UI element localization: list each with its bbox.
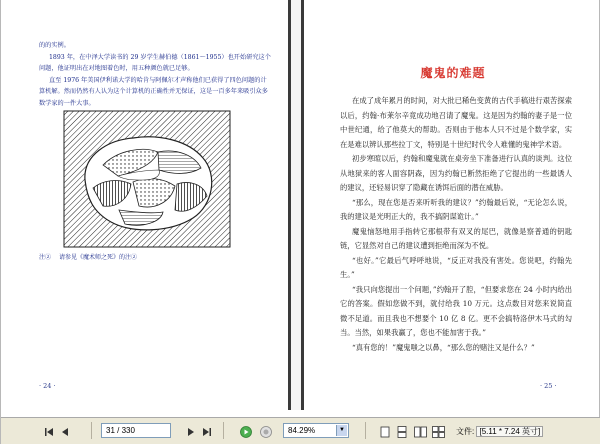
play-icon xyxy=(240,426,252,438)
two-page-continuous-button[interactable] xyxy=(431,425,445,438)
right-paragraph: “真有您的！”魔鬼嗤之以鼻，“那么您的赌注又是什么？” xyxy=(352,342,535,352)
next-arrow-icon xyxy=(186,427,196,437)
file-info xyxy=(456,426,543,437)
left-page-number: · 24 · xyxy=(39,382,56,390)
zoom-select[interactable] xyxy=(283,423,349,438)
play-button[interactable] xyxy=(239,425,253,438)
continuous-view-button[interactable] xyxy=(395,425,409,438)
first-page-button[interactable] xyxy=(43,425,55,438)
stop-button[interactable] xyxy=(259,425,273,438)
two-page-continuous-icon xyxy=(432,426,445,438)
right-page-text xyxy=(340,94,572,355)
last-page-button[interactable] xyxy=(201,425,213,438)
left-line-1: 的的实例。 xyxy=(39,42,70,49)
right-page-number: · 25 · xyxy=(540,382,557,390)
map-figure xyxy=(63,110,231,248)
caption-label: 注② xyxy=(39,254,52,261)
previous-arrow-icon xyxy=(60,427,70,437)
two-page-icon xyxy=(414,426,427,438)
right-paragraph: 在成了成年累月的时间，对大批已稀色变黄的古代手稿进行艰苦探索以后，约翰·布莱尔辛竟成功地召请了魔鬼。这是因为约翰的妻子是一位中世纪通，给了他莫大的帮助。否则由于他本人只不过是个数学家，实在是难以辨认那些拉丁文，特别是十世纪时代令人难懂的鬼神学术语。 xyxy=(340,96,572,149)
single-page-icon xyxy=(380,426,390,438)
next-page-button[interactable] xyxy=(185,425,197,438)
right-paragraph: “我只向您提出一个问题，”约翰开了腔，“但要求您在 24 小时内给出它的答案。假如您做不到，就付给我 10 万元。这点数目对您来说简直微不足道。而且我也不想要个 10 亿 8 亿。更不会搞特洛伊木马式的勾当。当然，如果我赢了，您也不能加害于我。” xyxy=(340,284,572,337)
right-paragraph: 魔鬼恼怒地用手指转它那根带有双叉的尾巴，就像是察普通的钥匙链，它显然对自己的建议遭到拒绝而深为不悦。 xyxy=(340,226,572,250)
status-bar xyxy=(1,417,600,444)
left-page-text xyxy=(39,40,271,109)
page-gutter xyxy=(291,0,301,410)
stop-icon xyxy=(260,426,272,438)
separator xyxy=(223,422,224,439)
two-page-view-button[interactable] xyxy=(413,425,427,438)
previous-page-button[interactable] xyxy=(59,425,71,438)
zoom-value: 84.29% xyxy=(288,426,316,435)
first-page-icon xyxy=(44,427,54,437)
right-page xyxy=(301,0,599,410)
continuous-page-icon xyxy=(396,426,408,438)
figure-caption xyxy=(39,252,269,261)
single-page-view-button[interactable] xyxy=(379,425,391,438)
left-page xyxy=(3,0,291,410)
file-size: [5.11 * 7.24 英寸] xyxy=(476,426,543,437)
chapter-title: 魔鬼的难题 xyxy=(420,66,486,80)
right-paragraph: “那么，现在您是否来听听我的建议？”约翰最后说，“无论怎么说，我的建议是光明正大的，我不搞阴谋诡计。” xyxy=(340,197,572,221)
left-paragraph-1: 1893 年，在中泽大学读书的 29 岁学生赫伯德（1861～1955）也开始研究这个问题，他证明出在对地图着色时，用五种颜色就已足够。 xyxy=(39,53,271,72)
separator xyxy=(365,422,366,439)
separator xyxy=(91,422,92,439)
right-paragraph: 初步寒暄以后，约翰和魔鬼就在桌旁坐下准备进行认真的谈判。这位从地狱来的客人面容阴森，因为约翰已断然拒绝了它提出的一些最诱人的建议，还轻易识穿了隐藏在诱饵后面的潜在威胁。 xyxy=(340,154,572,192)
left-paragraph-2: 直至 1976 年美国伊利诺大学的哈肯与阿佩尔才声称他们已获得了四色问题的计算机解。然而仍然有人认为这个计算机的正确性并无保证，这是一百多年来吸引众多数学家的一件大事。 xyxy=(39,76,268,107)
file-label: 文件: xyxy=(456,427,475,436)
right-paragraph: “也好。”它最后气呼呼地说，“反正对我没有害处。您说吧，约翰先生。” xyxy=(340,255,572,279)
page-number-input[interactable]: 31 / 330 xyxy=(101,423,171,438)
last-page-icon xyxy=(202,427,212,437)
chevron-down-icon[interactable]: ▼ xyxy=(336,425,347,436)
caption-text: 请参见《魔术师之死》的注② xyxy=(58,254,137,261)
